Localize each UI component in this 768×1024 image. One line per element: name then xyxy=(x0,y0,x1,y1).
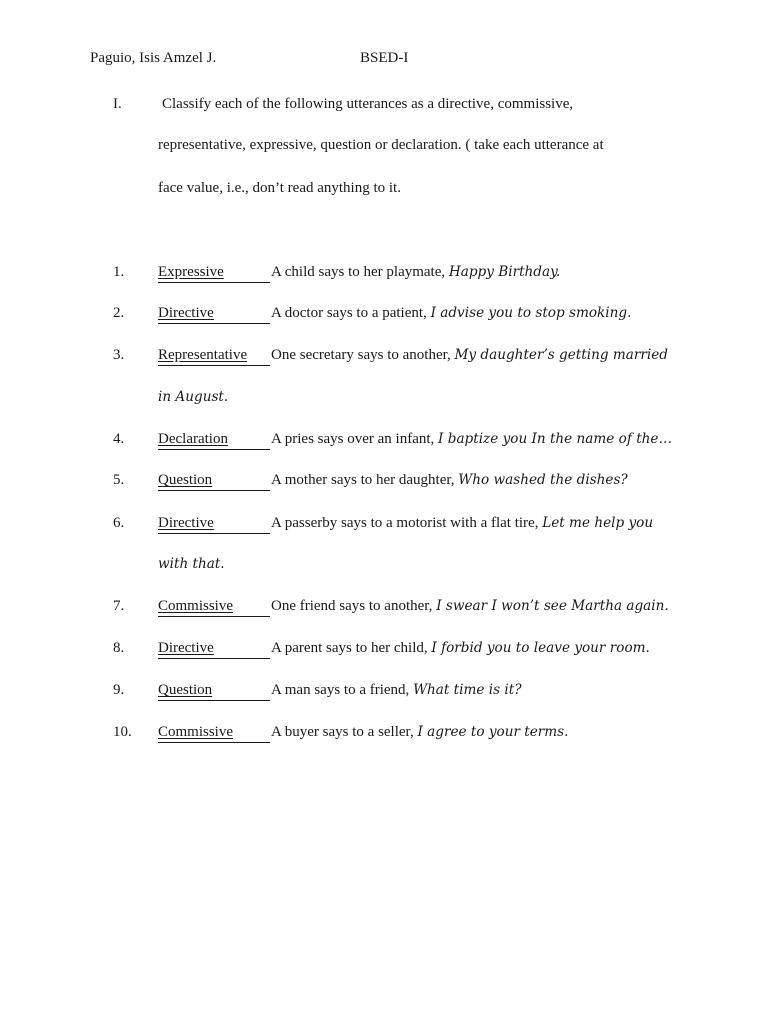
section-number: I. xyxy=(113,96,122,112)
item-number: 1. xyxy=(113,264,125,280)
item-answer: Declaration xyxy=(158,431,270,450)
item-utterance xyxy=(271,305,631,322)
item-number: 3. xyxy=(113,347,125,363)
item-utterance xyxy=(271,347,668,364)
item-context: A pries says over an infant, xyxy=(271,431,439,447)
course-code: BSED-I xyxy=(360,50,409,66)
item-context: A buyer says to a seller, xyxy=(271,724,418,740)
item-answer: Question xyxy=(158,682,270,701)
item-number: 2. xyxy=(113,305,125,321)
item-answer: Commissive xyxy=(158,598,270,617)
item-answer: Expressive xyxy=(158,264,270,283)
item-number: 10. xyxy=(113,724,132,740)
item-context: One friend says to another, xyxy=(271,598,437,614)
item-answer: Question xyxy=(158,472,270,491)
item-context: A child says to her playmate, xyxy=(271,264,449,280)
item-quote-continuation: in August. xyxy=(158,389,229,405)
item-answer: Representative xyxy=(158,347,270,366)
item-context: A doctor says to a patient, xyxy=(271,305,431,321)
item-context: One secretary says to another, xyxy=(271,347,455,363)
item-quote: What time is it? xyxy=(413,682,522,698)
item-utterance xyxy=(271,598,669,615)
item-utterance xyxy=(271,431,672,448)
item-number: 8. xyxy=(113,640,125,656)
item-answer: Directive xyxy=(158,640,270,659)
item-number: 5. xyxy=(113,472,125,488)
item-context: A passerby says to a motorist with a flat tire, xyxy=(271,515,543,531)
item-context: A man says to a friend, xyxy=(271,682,414,698)
instruction-line-2: representative, expressive, question or declaration. ( take each utterance at xyxy=(158,137,604,153)
item-number: 7. xyxy=(113,598,125,614)
student-name: Paguio, Isis Amzel J. xyxy=(90,50,217,66)
item-answer: Commissive xyxy=(158,724,270,743)
item-quote: I forbid you to leave your room. xyxy=(431,640,650,656)
item-quote: I swear I won’t see Martha again. xyxy=(436,598,669,614)
item-utterance xyxy=(271,264,560,281)
instruction-line-3: face value, i.e., don’t read anything to it. xyxy=(158,180,401,196)
item-quote: Let me help you xyxy=(542,515,654,531)
item-context: A mother says to her daughter, xyxy=(271,472,459,488)
instruction-line-1: Classify each of the following utterances as a directive, commissive, xyxy=(162,96,574,112)
item-number: 6. xyxy=(113,515,125,531)
item-quote: Happy Birthday. xyxy=(448,264,561,280)
item-utterance xyxy=(271,472,628,489)
item-answer: Directive xyxy=(158,515,270,534)
item-utterance xyxy=(271,682,522,699)
item-number: 4. xyxy=(113,431,125,447)
item-quote: I advise you to stop smoking. xyxy=(430,305,632,321)
item-quote: I agree to your terms. xyxy=(417,724,569,740)
item-context: A parent says to her child, xyxy=(271,640,432,656)
item-utterance xyxy=(271,515,653,532)
item-quote: My daughter’s getting married xyxy=(454,347,668,363)
item-answer: Directive xyxy=(158,305,270,324)
item-quote: I baptize you In the name of the… xyxy=(438,431,673,447)
item-quote-continuation: with that. xyxy=(158,556,225,572)
item-quote: Who washed the dishes? xyxy=(458,472,628,488)
item-number: 9. xyxy=(113,682,125,698)
item-utterance xyxy=(271,724,568,741)
item-utterance xyxy=(271,640,650,657)
